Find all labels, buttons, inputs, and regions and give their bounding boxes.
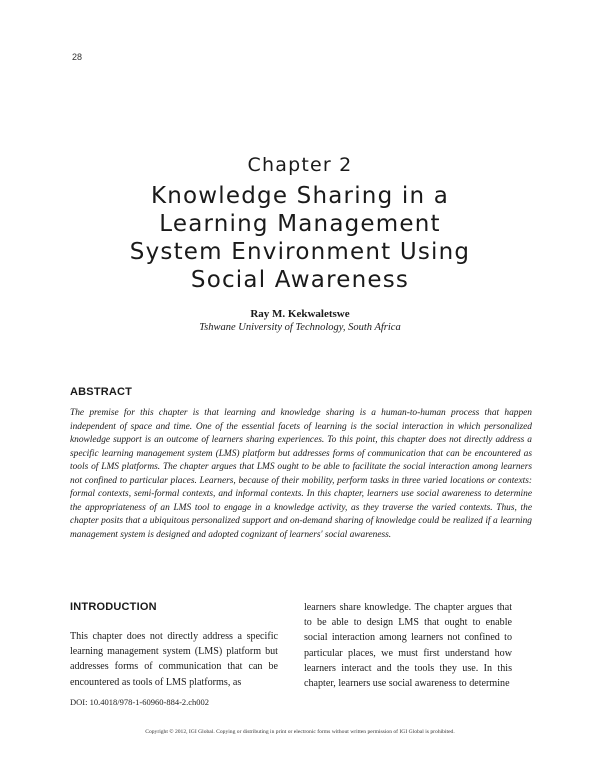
doi: DOI: 10.4018/978-1-60960-884-2.ch002 [70,697,210,707]
chapter-title-line: Social Awareness [190,267,410,293]
author-affiliation: Tshwane University of Technology, South Africa [199,322,401,333]
author-name: Ray M. Kekwaletswe [250,308,350,320]
chapter-title-line: Knowledge Sharing in a [150,183,450,209]
author-block [60,308,540,333]
introduction-left-column: This chapter does not directly address a specific learning management system (LMS) platform but addresses forms of communication that can be encountered as tools of LMS platforms, as [70,631,278,688]
chapter-header [60,154,540,294]
introduction-right-column: learners share knowledge. The chapter argues that to be able to design LMS that ought to enable social interaction among learners not confined to particular places, we must first understand how learners interact and the tools they use. In this chapter, learners use social awareness to determine [304,602,512,690]
chapter-label: Chapter 2 [247,154,353,176]
chapter-title-line: Learning Management [159,211,441,237]
introduction-heading: INTRODUCTION [70,601,157,613]
chapter-title-line: System Environment Using [129,239,471,265]
abstract-heading: ABSTRACT [70,386,133,398]
copyright-notice: Copyright © 2012, IGI Global. Copying or distributing in print or electronic forms without written permission of IGI Global is prohibited. [145,729,455,735]
abstract-text: The premise for this chapter is that learning and knowledge sharing is a human-to-human process that happen independent of space and time. One of the essential facets of learning is the social interaction in which personalized knowledge support is an outcome of learners sharing experiences. To this point, this chapter does not directly address a specific learning management system (LMS) platform but addresses forms of communication that can be encountered as tools of LMS platforms. The chapter argues that LMS ought to be able to facilitate the social interaction among learners not confined to particular places. Learners, because of their mobility, perform tasks in three varied locations or contexts: formal contexts, semi-formal contexts, and informal contexts. In this chapter, learners use social awareness to determine the appropriateness of an LMS tool to engage in a knowledge activity, as they traverse the varied contexts. Thus, the chapter posits that a ubiquitous personalized support and on-demand sharing of knowledge could be realized if a learning management system is designed and adopted cognizant of learners' social awareness. [70,408,532,540]
chapter-title [60,182,540,294]
page-number: 28 [72,52,83,62]
